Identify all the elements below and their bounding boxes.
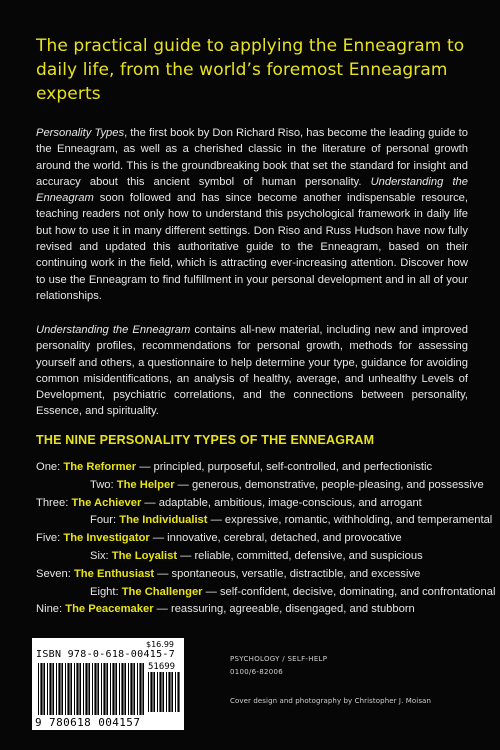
barcode-bar bbox=[130, 663, 132, 715]
type-line-eight: Eight: The Challenger — self-confident, decisive, dominating, and confrontational bbox=[90, 585, 496, 598]
barcode-bar bbox=[159, 672, 161, 712]
barcode-bar bbox=[128, 663, 129, 715]
barcode-bar bbox=[83, 663, 84, 715]
type-name: The Investigator bbox=[63, 532, 150, 545]
addon-barcode-icon bbox=[148, 672, 180, 712]
barcode-bar bbox=[49, 663, 51, 715]
type-name: The Helper bbox=[116, 478, 175, 491]
cover-credit: Cover design and photography by Christopher J. Moisan bbox=[230, 697, 431, 705]
barcode-bar bbox=[56, 663, 57, 715]
type-line-seven: Seven: The Enthusiast — spontaneous, versatile, distractible, and excessive bbox=[36, 567, 421, 580]
barcode-bar bbox=[76, 663, 78, 715]
category-label: PSYCHOLOGY / SELF-HELP bbox=[230, 655, 328, 663]
barcode-bar bbox=[119, 663, 120, 715]
barcode-bar bbox=[175, 672, 176, 712]
type-name: The Reformer bbox=[63, 461, 137, 473]
barcode-bar bbox=[74, 663, 75, 715]
barcode-bar bbox=[148, 672, 149, 712]
barcode-bar bbox=[153, 672, 155, 712]
barcode-bar bbox=[115, 663, 117, 715]
barcode-bar bbox=[177, 672, 179, 712]
barcode-bar bbox=[61, 663, 63, 715]
type-line-two: Two: The Helper — generous, demonstrative, people-pleasing, and possessive bbox=[90, 478, 484, 491]
barcode-bar bbox=[94, 663, 96, 715]
barcode-bar bbox=[150, 672, 152, 712]
book-title-understanding-enneagram: Understanding the Enneagram bbox=[36, 175, 469, 205]
barcode-bar bbox=[38, 663, 39, 715]
description-paragraph-2 bbox=[36, 322, 468, 420]
book-title-understanding-enneagram: Understanding the Enneagram bbox=[36, 324, 191, 336]
barcode-bar bbox=[110, 663, 111, 715]
barcode-bar bbox=[70, 663, 72, 715]
barcode-bar bbox=[168, 672, 170, 712]
barcode-bar bbox=[67, 663, 69, 715]
type-name: The Enthusiast bbox=[73, 567, 155, 580]
barcode-bar bbox=[58, 663, 60, 715]
barcode-bar bbox=[65, 663, 66, 715]
barcode-bar bbox=[124, 663, 126, 715]
ean-number: 9 780618 004157 bbox=[35, 716, 141, 729]
type-line-six: Six: The Loyalist — reliable, committed, defensive, and suspicious bbox=[90, 549, 423, 562]
barcode-bar bbox=[103, 663, 105, 715]
paragraph-text: contains all-new material, including new and improved personality profiles, recommendations for personal growth, methods for assessing yourself and others, a questionnaire to help determine your type, guidance for avoiding common misidentifications, an analysis of healthy, average, and unhealthy Levels of Development, psychiatric correlations, and the connections between personality, Essence, and spirituality. bbox=[36, 324, 468, 418]
barcode-bar bbox=[157, 672, 158, 712]
type-line-four: Four: The Individualist — expressive, romantic, withholding, and temperamental bbox=[90, 514, 493, 527]
type-name: The Loyalist bbox=[111, 549, 178, 562]
type-name: The Achiever bbox=[71, 496, 142, 509]
type-line-five: Five: The Investigator — innovative, cerebral, detached, and provocative bbox=[36, 532, 402, 545]
catalog-code: 0100/6-82006 bbox=[230, 668, 284, 676]
types-list bbox=[36, 459, 496, 619]
barcode-bar bbox=[52, 663, 54, 715]
barcode-bar bbox=[139, 663, 141, 715]
type-line-three: Three: The Achiever — adaptable, ambitious, image-conscious, and arrogant bbox=[36, 496, 422, 509]
headline: The practical guide to applying the Enneagram to daily life, from the world’s foremost Enneagram experts bbox=[36, 36, 465, 104]
barcode-bar bbox=[121, 663, 123, 715]
barcode-bar bbox=[47, 663, 48, 715]
barcode-box bbox=[32, 638, 184, 730]
description-paragraph-1 bbox=[36, 125, 468, 304]
barcode-bar bbox=[85, 663, 87, 715]
barcode-bar bbox=[166, 672, 167, 712]
price: $16.99 bbox=[146, 640, 174, 649]
ean-barcode-icon bbox=[38, 663, 144, 715]
type-name: The Peacemaker bbox=[65, 603, 154, 616]
barcode-bar bbox=[112, 663, 114, 715]
type-line-one: One: The Reformer — principled, purposeful, self-controlled, and perfectionistic bbox=[36, 461, 433, 473]
barcode-bar bbox=[79, 663, 81, 715]
barcode-bar bbox=[106, 663, 108, 715]
barcode-bar bbox=[43, 663, 45, 715]
barcode-bar bbox=[88, 663, 90, 715]
barcode-bar bbox=[97, 663, 99, 715]
type-name: The Individualist bbox=[119, 514, 208, 527]
addon-number: 51699 bbox=[148, 662, 176, 672]
barcode-bar bbox=[92, 663, 93, 715]
barcode-bar bbox=[101, 663, 102, 715]
types-heading: THE NINE PERSONALITY TYPES OF THE ENNEAGRAM bbox=[36, 433, 375, 447]
type-name: The Challenger bbox=[121, 585, 203, 598]
barcode-bar bbox=[133, 663, 135, 715]
barcode-bar bbox=[171, 672, 173, 712]
paragraph-text: soon followed and has since become another indispensable resource, teaching readers not only how to understand this psychological framework in daily life but how to use it in many different settings. Don Riso and Russ Hudson have now fully revised and updated this authoritative guide to the Enneagram, based on their continuing work in the field, which is attracting ever-increasing attention. Discover how to use the Enneagram to find fulfillment in your personal development and in all of your relationships. bbox=[36, 192, 468, 302]
barcode-bar bbox=[162, 672, 164, 712]
barcode-bar bbox=[142, 663, 144, 715]
barcode-bar bbox=[137, 663, 138, 715]
isbn-number: ISBN 978-0-618-00415-7 bbox=[36, 649, 176, 660]
book-title-personality-types: Personality Types bbox=[36, 127, 125, 139]
type-line-nine: Nine: The Peacemaker — reassuring, agreeable, disengaged, and stubborn bbox=[36, 603, 415, 616]
paragraph-text: , the first book by Don Richard Riso, has become the leading guide to the Enneagram, as well as a cherished classic in the literature of personal growth around the world. This is the groundbreaking book that set the standard for insight and accuracy about this ancient symbol of human personality. bbox=[36, 127, 468, 188]
barcode-bar bbox=[40, 663, 42, 715]
